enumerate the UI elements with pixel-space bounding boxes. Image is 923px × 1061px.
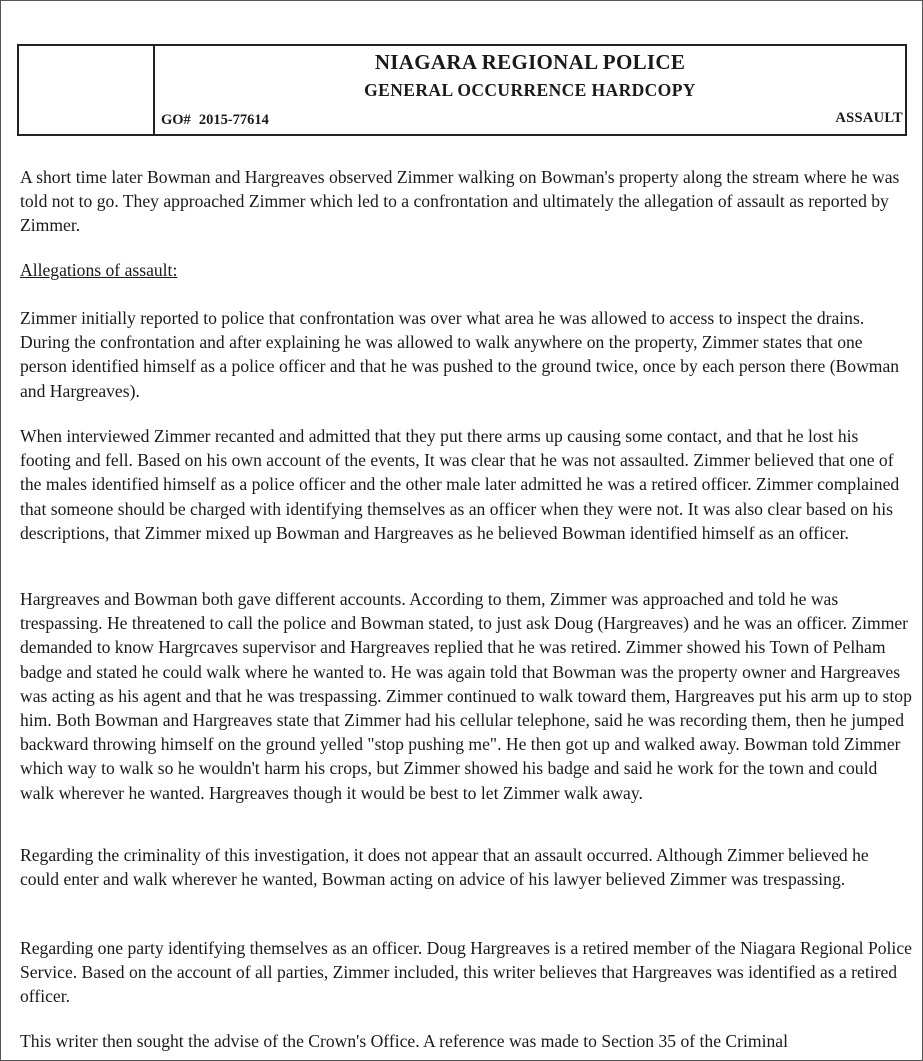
- narrative-paragraph: [20, 587, 912, 805]
- narrative-paragraph: [20, 165, 912, 238]
- report-subtitle: GENERAL OCCURRENCE HARDCOPY: [364, 80, 696, 100]
- go-value: 2015-77614: [198, 112, 269, 128]
- paragraph-text: Regarding the criminality of this investigation, it does not appear that an assault occurred. Although Zimmer believed he could enter and walk wherever he wanted, Bowman acting on advice of his lawyer believed Zimmer was trespassing.: [20, 845, 869, 890]
- narrative-paragraph: [20, 936, 912, 1009]
- narrative-paragraph: [20, 1029, 912, 1053]
- narrative-paragraph: [20, 843, 912, 891]
- report-header: [17, 44, 907, 136]
- narrative-paragraph: [20, 424, 912, 545]
- go-label: GO#: [161, 112, 191, 128]
- go-number: [161, 112, 269, 129]
- section-heading: Allegations of assault:: [20, 260, 178, 280]
- paragraph-text: A short time later Bowman and Hargreaves observed Zimmer walking on Bowman's property along the stream where he was told not to go. They approached Zimmer which led to a confrontation and ultimately the allegation of assault as reported by Zimmer.: [20, 167, 900, 236]
- narrative-paragraph: [20, 306, 912, 403]
- paragraph-text: Zimmer initially reported to police that confrontation was over what area he was allowed to access to inspect the drains. During the confrontation and after explaining he was allowed to walk anywhere on the property, Zimmer states that one person identified himself as a police officer and that he was pushed to the ground twice, once by each person there (Bowman and Hargreaves).: [20, 308, 900, 401]
- paragraph-text: Hargreaves and Bowman both gave different accounts. According to them, Zimmer was approached and told he was trespassing. He threatened to call the police and Bowman stated, to just ask Doug (Hargreaves) and he was an officer. Zimmer demanded to know Hargrcaves supervisor and Hargreaves replied that he was retired. Zimmer showed his Town of Pelham badge and stated he could walk where he wanted to. He was again told that Bowman was the property owner and Hargreaves was acting as his agent and that he was trespassing. Zimmer continued to walk toward them, Hargreaves put his arm up to stop him. Both Bowman and Hargreaves state that Zimmer had his cellular telephone, said he was recording them, then he jumped backward throwing himself on the ground yelled "stop pushing me". He then got up and walked away. Bowman told Zimmer which way to walk so he wouldn't harm his crops, but Zimmer showed his badge and said he work for the town and could walk wherever he wanted. Hargreaves though it would be best to let Zimmer walk away.: [20, 589, 912, 803]
- paragraph-text: Regarding one party identifying themselves as an officer. Doug Hargreaves is a retired member of the Niagara Regional Police Service. Based on the account of all parties, Zimmer included, this writer believes that Hargreaves was identified as a retired officer.: [20, 938, 912, 1007]
- paragraph-text: When interviewed Zimmer recanted and admitted that they put there arms up causing some contact, and that he lost his footing and fell. Based on his own account of the events, It was clear that he was not assaulted. Zimmer believed that one of the males identified himself as a police officer and the other male later admitted he was a retired officer. Zimmer complained that someone should be charged with identifying themselves as an officer when they were not. It was also clear based on his descriptions, that Zimmer mixed up Bowman and Hargreaves as he believed Bowman identified himself as an officer.: [20, 426, 900, 543]
- occurrence-type: ASSAULT: [835, 110, 903, 126]
- paragraph-text: This writer then sought the advise of the Crown's Office. A reference was made to Section 35 of the Criminal: [20, 1031, 788, 1051]
- agency-title: NIAGARA REGIONAL POLICE: [374, 50, 686, 74]
- section-heading-block: [20, 258, 912, 282]
